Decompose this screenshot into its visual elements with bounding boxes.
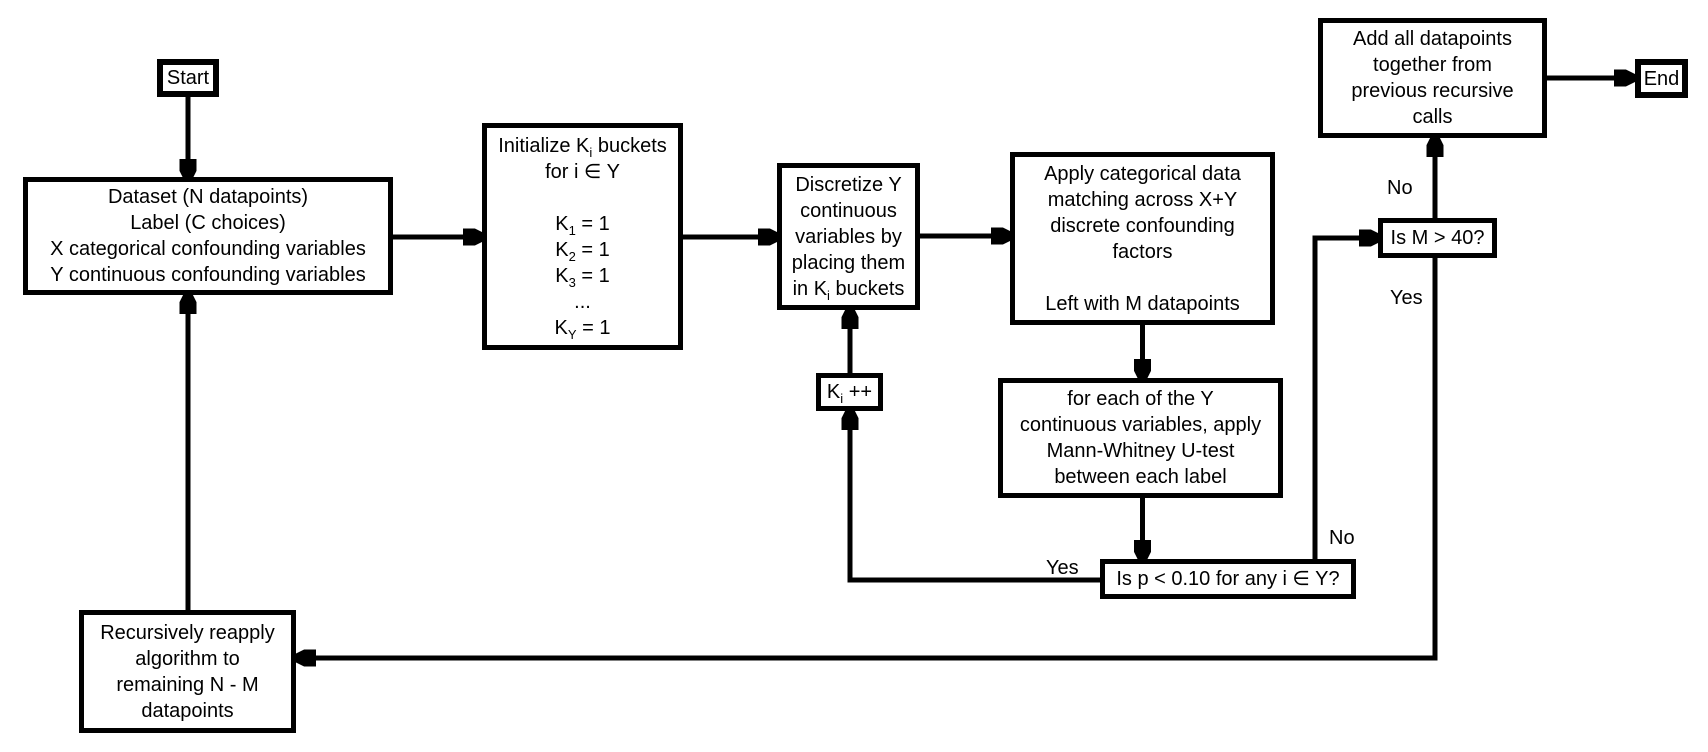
node-ki-increment: [816, 373, 883, 411]
ki-increment-label: $K_i$ ++: [826, 381, 873, 406]
mann-line: between each label: [1054, 466, 1227, 488]
node-apply-matching: [1010, 152, 1275, 325]
node-start: [157, 59, 219, 97]
init-ky: $K_Y = 1$: [554, 316, 611, 342]
recurse-line: Recursively reapply: [100, 621, 275, 644]
recurse-line: datapoints: [141, 699, 234, 722]
edge-label-m-no: No: [1387, 177, 1413, 199]
discretize-line-buckets: in $K_i$ buckets: [792, 277, 905, 303]
discretize-line: placing them: [791, 251, 906, 274]
recurse-line: remaining N - M: [116, 673, 259, 696]
edge-ptest-no-to-mtest: [1315, 238, 1375, 559]
discretize-line: variables by: [795, 225, 902, 248]
start-label: Start: [166, 67, 210, 89]
apply-line: Apply categorical data: [1044, 162, 1241, 185]
node-m-test: [1378, 218, 1497, 258]
end-label: End: [1643, 67, 1680, 90]
node-end: [1635, 59, 1688, 98]
discretize-line: continuous: [800, 199, 897, 222]
apply-line: factors: [1112, 240, 1173, 263]
dataset-line: Y continuous confounding variables: [50, 264, 366, 286]
apply-line: Left with M datapoints: [1045, 292, 1240, 315]
add-all-line: calls: [1412, 106, 1453, 128]
mann-line: continuous variables, apply: [1019, 414, 1262, 436]
dataset-line: Label (C choices): [130, 212, 286, 234]
init-k2: $K_2 = 1$: [555, 238, 610, 264]
node-mann-whitney: [998, 378, 1283, 498]
recurse-line: algorithm to: [135, 647, 240, 670]
apply-line: matching across X+Y: [1047, 188, 1238, 211]
apply-line: discrete confounding: [1050, 214, 1235, 237]
dataset-line: X categorical confounding variables: [50, 238, 366, 260]
discretize-line: Discretize Y: [795, 173, 902, 196]
init-k3: $K_3 = 1$: [555, 264, 610, 290]
node-recurse: [79, 610, 296, 733]
node-dataset: [23, 177, 393, 295]
init-k1: $K_1 = 1$: [555, 212, 610, 238]
edge-label-m-yes: Yes: [1390, 287, 1423, 309]
init-ellipsis: ...: [574, 290, 591, 313]
node-add-all-datapoints: [1318, 18, 1547, 138]
init-for-line: for i ∈ Y: [545, 160, 620, 183]
mann-line: for each of the Y: [1067, 388, 1214, 410]
add-all-line: previous recursive: [1351, 80, 1514, 102]
m-test-label: Is M > 40?: [1390, 227, 1485, 249]
init-title: Initialize $K_i$ buckets: [498, 134, 667, 160]
node-p-test: [1100, 559, 1356, 599]
dataset-line: Dataset (N datapoints): [107, 186, 309, 208]
p-test-label: Is p < 0.10 for any i ∈ Y?: [1116, 568, 1340, 590]
mann-line: Mann-Whitney U-test: [1046, 440, 1235, 462]
edge-label-p-no: No: [1329, 527, 1355, 549]
node-discretize: [777, 163, 920, 310]
edge-label-p-yes: Yes: [1046, 557, 1079, 579]
node-initialize-buckets: [482, 123, 683, 350]
add-all-line: Add all datapoints: [1352, 28, 1512, 50]
add-all-line: together from: [1373, 54, 1492, 76]
